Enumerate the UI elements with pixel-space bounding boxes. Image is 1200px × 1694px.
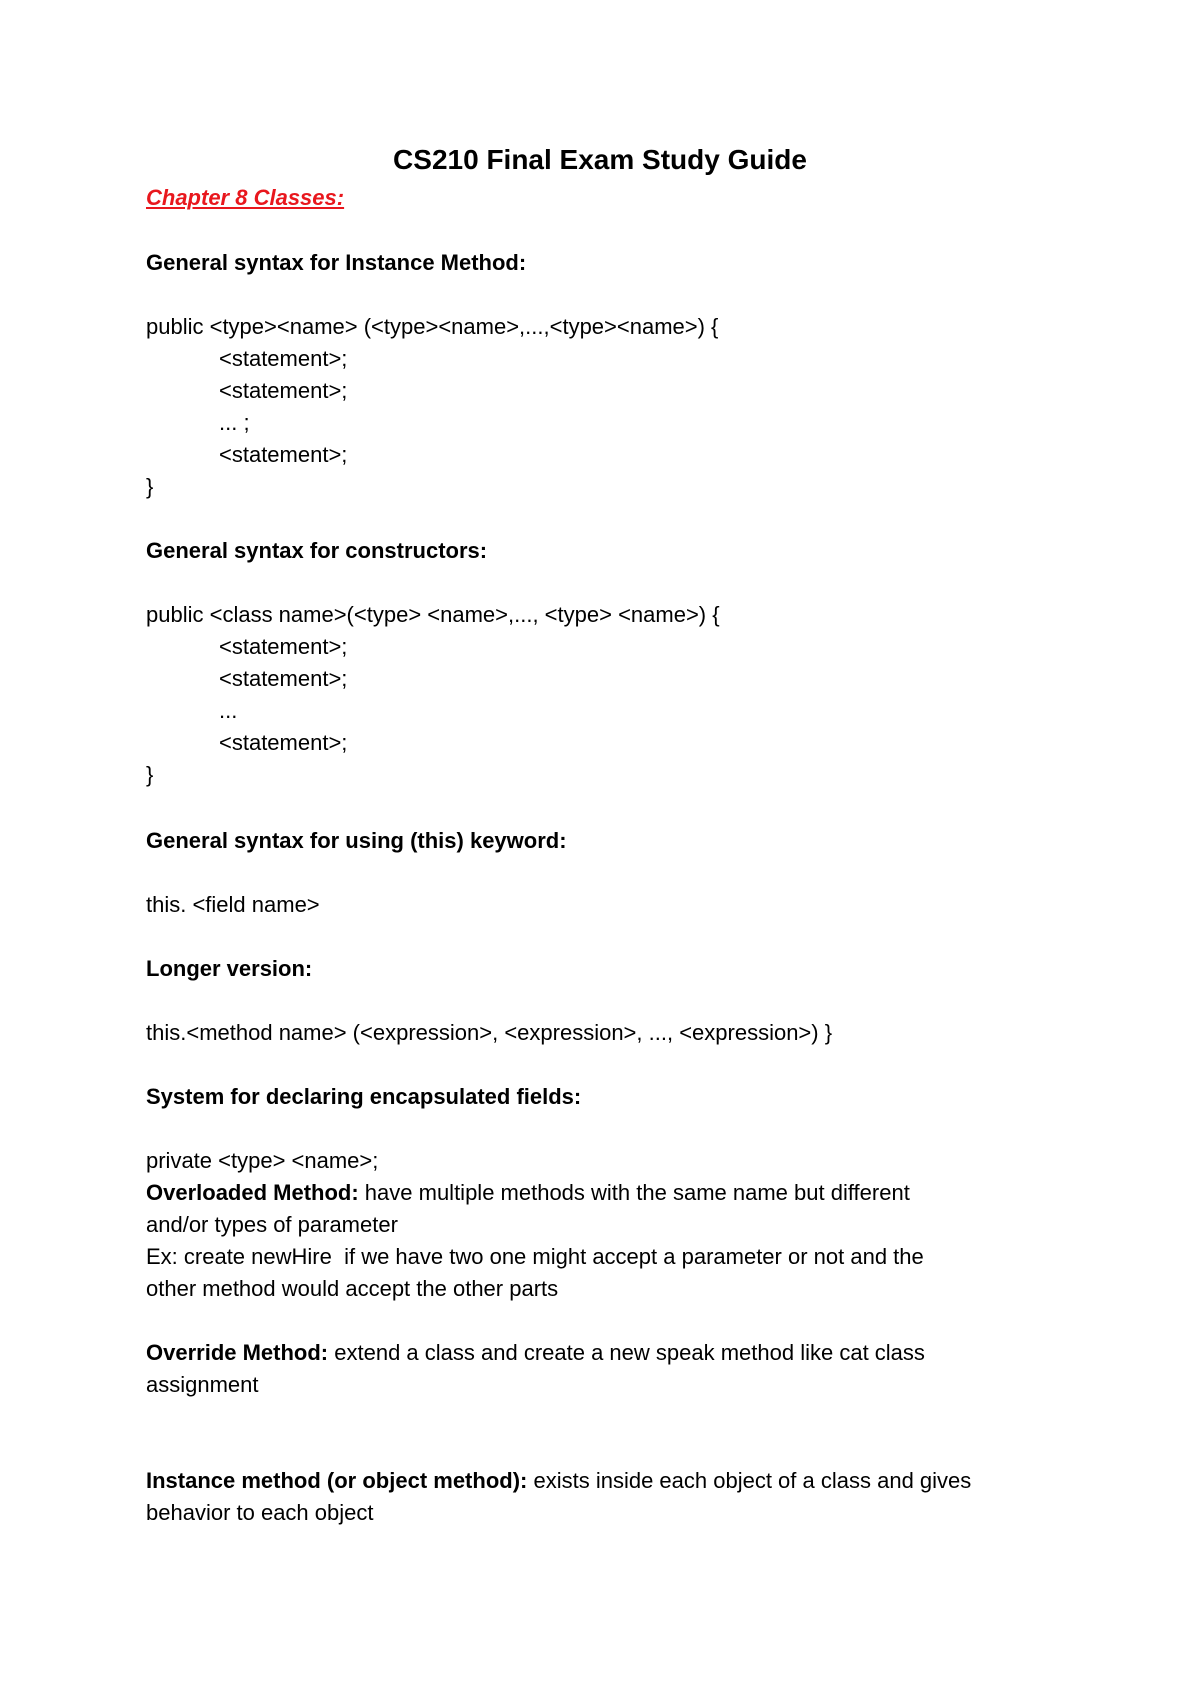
encapsulated-heading: System for declaring encapsulated fields: xyxy=(146,1084,582,1109)
override-term: Override Method: xyxy=(146,1340,329,1365)
longer-version-heading: Longer version: xyxy=(146,956,313,981)
this-keyword-heading: General syntax for using (this) keyword: xyxy=(146,828,567,853)
constructors-close-brace: } xyxy=(146,762,154,787)
overloaded-example-continued: other method would accept the other parts xyxy=(146,1276,559,1301)
instance-method-statement-2: <statement>; xyxy=(219,378,348,403)
override-definition xyxy=(146,1338,925,1368)
constructors-signature: public <class name>(<type> <name>,..., <type> <name>) { xyxy=(146,602,720,627)
override-definition-continued: assignment xyxy=(146,1372,259,1397)
overloaded-example: Ex: create newHire if we have two one might accept a parameter or not and the xyxy=(146,1244,924,1269)
constructors-ellipsis: ... xyxy=(219,698,238,723)
constructors-heading: General syntax for constructors: xyxy=(146,538,488,563)
overloaded-definition xyxy=(146,1178,910,1208)
instance-object-term: Instance method (or object method): xyxy=(146,1468,528,1493)
constructors-statement-2: <statement>; xyxy=(219,666,348,691)
chapter-heading: Chapter 8 Classes: xyxy=(146,185,345,210)
overloaded-definition-text: have multiple methods with the same name but different xyxy=(358,1180,910,1205)
instance-object-definition-text: exists inside each object of a class and gives xyxy=(527,1468,972,1493)
this-keyword-example: this. <field name> xyxy=(146,892,320,917)
page-title: CS210 Final Exam Study Guide xyxy=(393,144,807,175)
constructors-statement-1: <statement>; xyxy=(219,634,348,659)
longer-version-example: this.<method name> (<expression>, <expression>, ..., <expression>) } xyxy=(146,1020,833,1045)
instance-object-definition-continued: behavior to each object xyxy=(146,1500,374,1525)
instance-method-signature: public <type><name> (<type><name>,...,<type><name>) { xyxy=(146,314,719,339)
constructors-statement-3: <statement>; xyxy=(219,730,348,755)
encapsulated-example: private <type> <name>; xyxy=(146,1148,379,1173)
instance-method-close-brace: } xyxy=(146,474,154,499)
instance-object-definition xyxy=(146,1466,971,1496)
instance-method-statement-3: <statement>; xyxy=(219,442,348,467)
overloaded-definition-continued: and/or types of parameter xyxy=(146,1212,398,1237)
override-definition-text: extend a class and create a new speak method like cat class xyxy=(328,1340,925,1365)
overloaded-term: Overloaded Method: xyxy=(146,1180,359,1205)
instance-method-statement-1: <statement>; xyxy=(219,346,348,371)
instance-method-heading: General syntax for Instance Method: xyxy=(146,250,527,275)
instance-method-ellipsis: ... ; xyxy=(219,410,250,435)
